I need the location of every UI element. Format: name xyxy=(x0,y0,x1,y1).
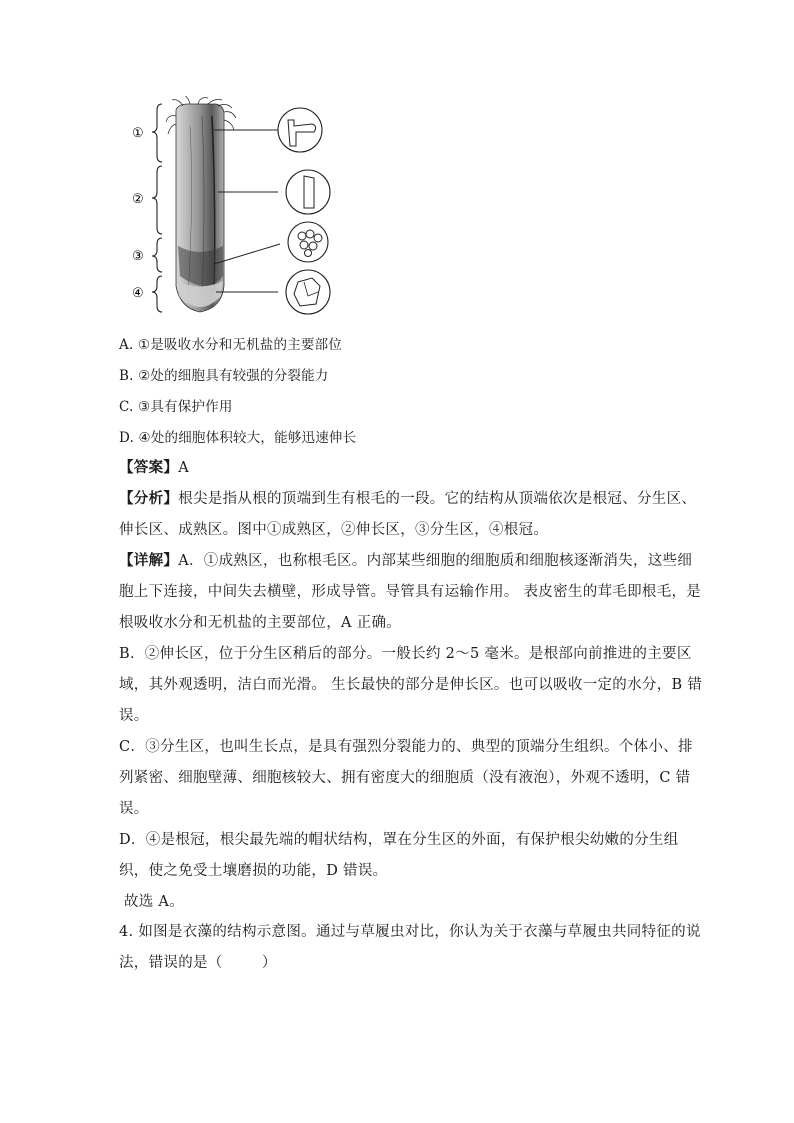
detail-tag: 【详解】 xyxy=(119,552,179,569)
detail-line: 误。 xyxy=(119,801,149,817)
question-4-line: 4. 如图是衣藻的结构示意图。通过与草履虫对比，你认为关于衣藻与草履虫共同特征的说 xyxy=(119,924,701,940)
analysis-line: 根尖是指从根的顶端到生有根毛的一段。它的结构从顶端依次是根冠、分生区、 xyxy=(178,491,697,507)
option-a: A. ①是吸收水分和无机盐的主要部位 xyxy=(119,337,343,353)
analysis-block xyxy=(119,483,697,546)
detail-line: 域，其外观透明，洁白而光滑。 生长最快的部分是伸长区。也可以吸收一定的水分，B 错 xyxy=(119,677,703,693)
detail-line: 织，使之免受土壤磨损的功能，D 错误。 xyxy=(119,863,388,879)
answer-block xyxy=(119,452,679,484)
answer-value: A xyxy=(178,460,189,476)
detail-line: D．④是根冠，根尖最先端的帽状结构，罩在分生区的外面，有保护根尖幼嫩的分生组 xyxy=(119,832,679,848)
detail-line: 列紧密、细胞壁薄、细胞核较大、拥有密度大的细胞质（没有液泡），外观不透明，C 错 xyxy=(119,770,691,786)
label-zone-1: ① xyxy=(132,126,144,141)
detail-line: A．①成熟区，也称根毛区。内部某些细胞的细胞质和细胞核逐渐消失，这些细 xyxy=(178,553,693,569)
label-zone-2: ② xyxy=(132,192,144,207)
option-d: D. ④处的细胞体积较大，能够迅速伸长 xyxy=(119,430,357,446)
answer-tag: 【答案】 xyxy=(119,459,179,476)
zone-braces xyxy=(152,104,162,312)
detail-line: C．③分生区，也叫生长点，是具有强烈分裂能力的、典型的顶端分生组织。个体小、排 xyxy=(119,739,693,755)
root-tip-diagram xyxy=(128,96,348,321)
question-4-line: 法，错误的是（ ） xyxy=(119,955,277,971)
detail-line: 根吸收水分和无机盐的主要部位，A 正确。 xyxy=(119,615,402,631)
detail-line: B．②伸长区，位于分生区稍后的部分。一般长约 2～5 毫米。是根部向前推进的主要区 xyxy=(119,646,692,662)
label-zone-4: ④ xyxy=(132,286,144,301)
detail-line: 胞上下连接，中间失去横壁，形成导管。导管具有运输作用。 表皮密生的茸毛即根毛，是 xyxy=(119,584,702,600)
label-zone-3: ③ xyxy=(132,249,144,264)
option-c: C. ③具有保护作用 xyxy=(119,399,233,415)
analysis-line: 伸长区、成熟区。图中①成熟区，②伸长区，③分生区，④根冠。 xyxy=(119,522,549,538)
root-cap-cell-circle xyxy=(286,270,330,314)
detail-line: 故选 A。 xyxy=(119,894,184,910)
option-b: B. ②处的细胞具有较强的分裂能力 xyxy=(119,368,329,384)
question-4 xyxy=(119,917,701,979)
detail-line: 误。 xyxy=(119,708,149,724)
root-tip-figure xyxy=(128,96,348,321)
detail-block xyxy=(119,545,703,918)
analysis-tag: 【分析】 xyxy=(119,490,179,507)
